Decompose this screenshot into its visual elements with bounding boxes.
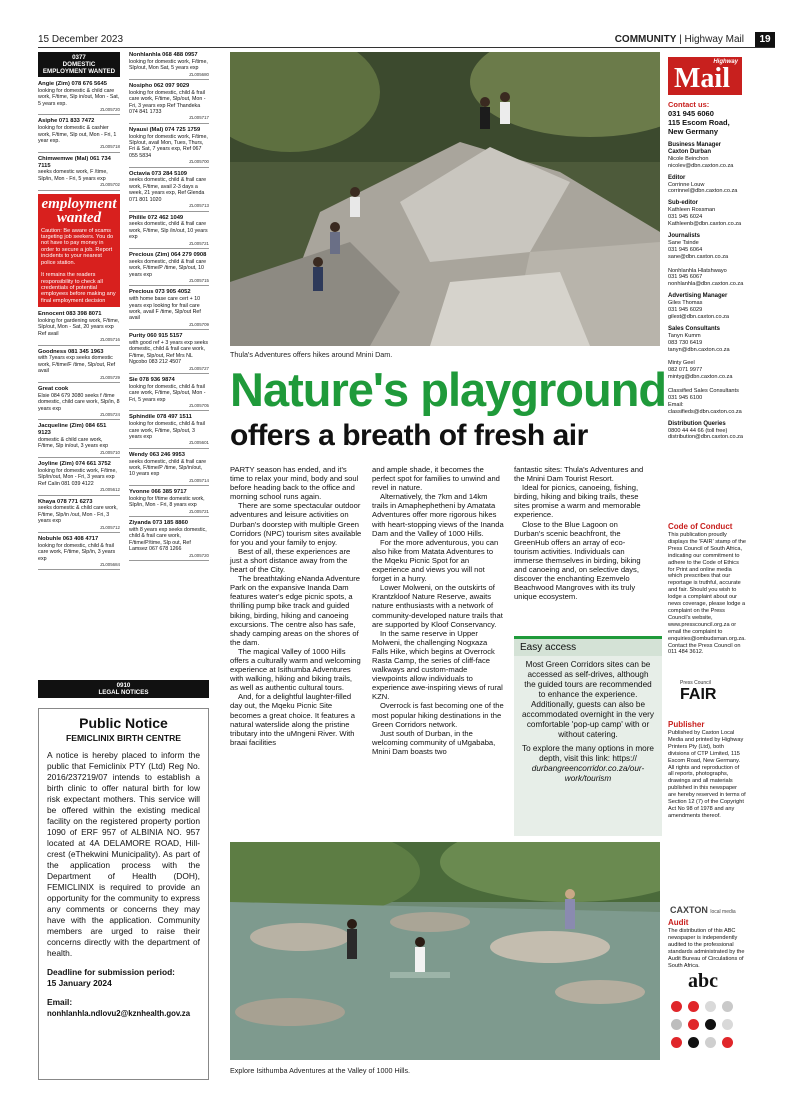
email-label: Email: <box>47 997 73 1007</box>
paragraph: and ample shade, it becomes the perfect spot for families to unwind and revel in nature. <box>372 465 500 493</box>
ad-ref: ZL005601 <box>129 440 209 448</box>
ad-body: seeks domestic, child & frail care work, F/time, avail 2-3 days a week, 21 years exp, Ref Glenda 071 801 1020 <box>129 177 207 203</box>
ad-heading: Khaya 078 771 6273 <box>38 498 93 505</box>
issue-date: 15 December 2023 <box>38 34 124 45</box>
staff-entry <box>668 326 778 416</box>
employment-wanted-title: employment wanted <box>41 195 117 226</box>
classified-ad <box>38 311 120 345</box>
color-dot <box>688 1019 699 1030</box>
deadline-label: Deadline for submission period: <box>47 967 175 977</box>
staff-line: 031 945 6064 <box>668 246 703 253</box>
easy-access-body: Most Green Corridors sites can be accessed as self-drives, although the guided tours are recommended to enhance the experience. Additionally, guests can also be accommodated overnight in the very comfortable 'pop-up camp' with or without catering. To explore the many options in more depth, visit this link: https:// durbangreencorridor.co.za/our-work/tourism <box>522 660 654 783</box>
staff-line: tanyn@dbn.caxton.co.za <box>668 346 730 353</box>
paragraph: Just south of Durban, in the welcoming community of uMgababa, Mnini Dam boasts two <box>372 728 496 756</box>
article-column-1 <box>230 465 362 747</box>
ad-heading: Asiphe 071 833 7472 <box>38 118 95 125</box>
ad-heading: Nosipho 062 097 9029 <box>129 83 190 90</box>
ad-ref: ZL005712 <box>38 525 120 533</box>
paragraph: Best of all, these experiences are just a short distance away from the heart of the City. <box>230 546 351 575</box>
classified-ad <box>129 489 209 517</box>
ad-ref: ZL005727 <box>129 366 209 374</box>
classified-ad <box>38 118 120 152</box>
ad-heading: Sie 078 936 9874 <box>129 377 175 383</box>
paragraph: Lower Molweni, on the outskirts of Krantzkloof Nature Reserve, awaits nature enthusiasts with a network of community-developed nature trails that are supported by Kloof Conservancy. <box>372 583 503 629</box>
section-box-legal: 0910 LEGAL NOTICES <box>38 680 209 698</box>
color-dot <box>705 1001 716 1012</box>
classified-ad <box>129 252 209 286</box>
ad-ref: ZL005700 <box>129 159 209 167</box>
ad-body: looking for gardening work, F/time, Slp/out, Mon - Sat, 20 years exp Ref avail <box>38 317 120 337</box>
ad-heading: Nobuhle 063 408 4717 <box>38 536 99 543</box>
ad-heading: Precious (Zim) 064 279 0908 <box>129 251 207 258</box>
ad-body: looking for domestic, child & frail care work, F/time, Slp/out, 3 years exp <box>129 421 205 441</box>
classifieds-mid-column <box>129 52 209 564</box>
staff-line: Corrinne Louw <box>668 181 705 188</box>
notice-subtitle: FEMICLINIX BIRTH CENTRE <box>65 733 182 743</box>
color-dot <box>688 1001 699 1012</box>
ad-ref: ZL005720 <box>129 553 209 561</box>
photo1-caption: Thula's Adventures offers hikes around Mnini Dam. <box>230 350 393 359</box>
paragraph: There are some spectacular outdoor adventures and leisure activities on Durban's doorstep with multiple Green Corridors (NPC) tourism sites available for you and your family to enjoy. <box>230 501 362 547</box>
ad-heading: Nyausi (Mal) 074 725 1759 <box>129 126 201 133</box>
ad-body: seeks domestic, child & frail care work, F/time/P /time, Slp/in/out, 10 years exp <box>129 458 207 478</box>
color-dot <box>705 1037 716 1048</box>
ad-body: looking for domestic, child & frail care work, F/time, Slp/out, Mon - Fri, 3 years exp Ref Thandeka 074 841 1733 <box>129 89 206 116</box>
ad-body: looking for domestic work, F/time, Slp/out, avail Mon, Tues, Thurs, Fri & Sat, 7 years exp, Ref 067 055 5834 <box>129 133 208 159</box>
ad-heading: Sphindile 078 497 1511 <box>129 414 192 421</box>
classified-ad <box>129 414 209 448</box>
paragraph: The breathtaking eNanda Adventure Park on the expansive Inanda Dam features water's edge picnic spots, a thrilling pump bike track and guided biking, birding, hiking and canoeing excursions. The centre also has safe, shady camping areas on the shores of the dam. <box>230 574 361 647</box>
article-column-2 <box>372 465 504 756</box>
ad-ref: ZL005729 <box>38 375 120 383</box>
staff-list <box>668 142 778 446</box>
classified-ad <box>38 423 120 458</box>
staff-line: classifieds@dbn.caxton.co.za <box>668 408 742 415</box>
ad-body: looking for domestic, child & frail care work, F/time, Slp/out, Mon - Fri, 5 years exp <box>129 383 206 403</box>
employment-wanted-box <box>38 194 120 307</box>
ad-body: seeks domestic, child & frail care work, F/time, Slp /in/out, 10 years exp <box>129 221 208 241</box>
ad-heading: Octavia 073 284 5109 <box>129 170 188 177</box>
staff-line <box>668 353 778 360</box>
paragraph: Alternatively, the 7km and 14km trails in Amaphephetheni by Amatata Adventures offer more rigorous hikes with heart-stopping views of the Inanda Dam and the Valley of 1000 Hills. <box>372 492 504 538</box>
staff-role: Advertising Manager <box>668 293 728 300</box>
photo-hikers-rocks <box>230 52 660 346</box>
ad-body: Elsie 084 679 3080 seeks f /time domestic, child care work, Slp/in, 8 years exp <box>38 392 120 412</box>
color-dot <box>671 1037 682 1048</box>
ad-heading: Precious 073 905 4052 <box>129 289 191 296</box>
ad-body: seeks domestic work, F /time, Slp/in, Mon - Fri, 5 years exp <box>38 169 108 182</box>
ad-heading: Philile 072 462 1049 <box>129 214 184 221</box>
ad-body: seeks domestic & child care work, F/time, Slp/in /out, Mon - Fri, 3 years exp <box>38 505 118 525</box>
ad-ref: ZL005716 <box>38 337 120 345</box>
deadline-value: 15 January 2024 <box>47 978 112 988</box>
staff-line: mintyg@dbn.caxton.co.za <box>668 374 733 381</box>
color-dot <box>722 1037 733 1048</box>
paragraph: And, for a delightful laughter-filled day out, the Mqeku Picnic Site becomes a great choice. It features a natural waterslide along the pristine tributary into the uMngeni River. With braai facilities <box>230 692 355 747</box>
subheadline: offers a breath of fresh air <box>230 419 588 452</box>
paragraph: For the more adventurous, you can also hike from Matata Adventures to the Mqeku Picnic Spot for an experience and views you will not forget in a hurry. <box>372 537 499 584</box>
masthead-logo: Highway Mail <box>668 57 742 95</box>
ad-heading: Angie (Zim) 078 676 5645 <box>38 81 107 87</box>
staff-line: 031 945 6067 <box>668 274 703 281</box>
ad-ref: ZL005717 <box>129 115 209 123</box>
staff-line <box>668 261 778 268</box>
photo-river-crossing <box>230 842 660 1060</box>
ad-ref: ZL005721 <box>129 241 209 249</box>
caution-text: Caution: Be aware of scams targeting job seekers. You do not have to pay money in order to secure a job. Report incidents to your nearest police station. <box>41 227 114 266</box>
ad-ref: ZL005709 <box>129 322 209 330</box>
ad-list-left <box>38 81 120 191</box>
staff-line: Nicole Beinchon <box>668 155 709 162</box>
staff-line: Tanyn Kumm <box>668 332 701 339</box>
staff-entry <box>668 142 778 170</box>
ad-heading: Ennocent 083 398 8071 <box>38 311 102 318</box>
paragraph: Ideal for picnics, canoeing, fishing, birding, hiking and biking trails, these sites promise a warm and memorable experience. <box>514 483 641 520</box>
staff-line: Minty Geel <box>668 360 695 367</box>
color-registration-dots <box>668 1000 744 1054</box>
responsibility-note: It remains the readers responsibility to check all credentials of potential employees before making any final employment decision <box>41 272 116 304</box>
staff-entry <box>668 175 778 196</box>
paragraph: Overrock is fast becoming one of the most popular hiking destinations in the Green Corridors network. <box>372 701 504 729</box>
ad-ref: ZL005684 <box>38 562 120 570</box>
paragraph: In the same reserve in Upper Molweni, the challenging Nogxaza Falls Hike, which begins at Overrock Rasta Camp, the series of cliff-face walkways and custom-made viewpoints allow individuals to experience awe-inspiring views of rural KZN. <box>372 628 503 702</box>
article-column-3 <box>514 465 646 601</box>
staff-line: gilest@dbn.caxton.co.za <box>668 313 730 320</box>
staff-role: Business Manager <box>668 142 722 148</box>
color-dot <box>671 1001 682 1012</box>
ad-ref: ZL005714 <box>129 478 209 486</box>
classified-ad <box>129 377 209 411</box>
ad-heading: Yvonne 066 385 9717 <box>129 489 187 496</box>
ad-ref: ZL005612 <box>38 487 120 495</box>
ad-body: with 8 years exp seeks domestic, child & frail care work, F/time/P/time, Slp out, Ref Lamsez 067 678 1266 <box>129 527 207 553</box>
color-dot <box>722 1019 733 1030</box>
ad-ref: ZL005718 <box>38 144 120 152</box>
notice-title: Public Notice <box>79 715 168 731</box>
classified-ad <box>38 536 120 570</box>
section-label: COMMUNITY | Highway Mail <box>614 34 744 45</box>
staff-line: Email: <box>668 401 684 408</box>
ad-body: with good ref + 3 years exp seeks domestic, child & frail care work, F/time, Slp/out, Ref Mrs NL Ngcobo 083 212 4507 <box>129 339 209 366</box>
classified-ad <box>38 386 120 420</box>
publisher-block: Publisher Published by Caxton Local Media and printed by Highway Printers Pty (Ltd), both divisions of CTP Limited, 115 Escom Road, New Germany. All rights and reproduction of all reports, photographs, drawings and all materials published in this newspaper are hereby reserved in terms of Section 12 (7) of the Copyright Act No 98 of 1978 and any amendments thereof. <box>668 720 746 819</box>
staff-role: Journalists <box>668 232 701 239</box>
email-value: nonhlanhla.ndlovu2@kznhealth.gov.za <box>47 1009 191 1018</box>
classified-ad <box>129 171 209 212</box>
classified-ad <box>38 349 120 383</box>
headline: Nature's playground <box>230 363 667 416</box>
page-number: 19 <box>755 32 775 47</box>
classified-ad <box>129 215 209 249</box>
photo2-caption: Explore Isithumba Adventures at the Valley of 1000 Hills. <box>230 1066 411 1075</box>
staff-entry <box>668 200 778 228</box>
staff-line: 031 945 6024 <box>668 214 703 221</box>
ad-body: domestic & child care work, F/time, Slp in/out, 3 years exp <box>38 436 109 450</box>
caxton-logo: CAXTON local media <box>670 905 736 915</box>
paragraph: The magical Valley of 1000 Hills offers a culturally warm and welcoming experience at Isithumba Adventures with walking, hiking and biking trails, as well as authentic cultural tours. <box>230 646 361 693</box>
paragraph: PARTY season has ended, and it's time to relax your mind, body and soul before heading back to the office and morning school runs again. <box>230 465 359 502</box>
classified-ad <box>129 289 209 330</box>
classified-ad <box>129 127 209 168</box>
classified-ad <box>129 333 209 374</box>
classified-ad <box>38 156 120 191</box>
ad-ref: ZL005724 <box>38 412 120 420</box>
classifieds-left-column <box>38 52 120 573</box>
ad-heading: Joyline (Zim) 074 661 3752 <box>38 461 111 468</box>
ad-body: with 7years exp seeks domestic work, F/time/F /time, Slp/out, Ref avail <box>38 355 116 375</box>
staff-entry <box>668 421 778 442</box>
ad-list-mid <box>129 52 209 561</box>
ad-ref: ZL005715 <box>129 278 209 286</box>
ad-heading: Ziyanda 073 185 8860 <box>129 520 188 527</box>
staff-line: 031 945 6029 <box>668 307 703 314</box>
staff-entry <box>668 233 778 288</box>
ad-ref: ZL005705 <box>129 403 209 411</box>
ad-ref: ZL005721 <box>129 509 209 517</box>
ad-heading: Jacqueline (Zim) 084 651 9123 <box>38 423 107 437</box>
color-dot <box>705 1019 716 1030</box>
ad-heading: Chimwemwe (Mal) 061 734 7115 <box>38 155 111 169</box>
color-dot <box>671 1019 682 1030</box>
ad-ref: ZL005713 <box>129 203 209 211</box>
ad-ref: ZL005710 <box>38 450 120 458</box>
color-dot <box>722 1001 733 1012</box>
ad-body: seeks domestic, child & frail care work, F/time/P /time, Slp/out, 10 years exp <box>129 258 207 278</box>
staff-line: distribution@dbn.caxton.co.za <box>668 434 744 441</box>
abc-logo: abc <box>688 970 718 992</box>
ad-heading: Great cook <box>38 385 69 392</box>
staff-role: Editor <box>668 174 686 181</box>
ad-body: looking for domestic & cashier work, F/time, Slp out, Mon - Fri, 1 year exp. <box>38 125 117 145</box>
staff-line: Sane Tsinde <box>668 239 699 246</box>
ad-ref: ZL005680 <box>129 72 209 80</box>
press-council-fair-logo: Press Council FAIR <box>680 680 717 703</box>
ad-heading: Nonhlanhla 068 488 0957 <box>129 52 198 58</box>
ad-body: looking for domestic, child & frail care work, F/time, Slp/in, 3 years exp <box>38 542 116 562</box>
staff-line <box>668 381 778 388</box>
ad-body: looking for f/time domestic work, Slp/in, Mon - Fri, 8 years exp <box>129 496 205 509</box>
staff-line: Kathleen Rossman <box>668 207 716 214</box>
section-name: COMMUNITY <box>614 34 677 45</box>
tourism-link[interactable]: durbangreencorridor.co.za/our-work/tourism <box>531 764 645 783</box>
ad-heading: Wendy 063 246 9953 <box>129 451 185 458</box>
ad-list-left-2 <box>38 311 120 570</box>
contact-block: Contact us: 031 945 6060 115 Escom Road, New Germany <box>668 100 730 136</box>
staff-line: 0800 44 44 66 (toll free) <box>668 427 728 434</box>
easy-access-title: Easy access <box>514 639 662 656</box>
staff-entry <box>668 293 778 321</box>
staff-line: 031 945 6100 <box>668 394 703 401</box>
classified-ad <box>38 499 120 533</box>
public-notice <box>38 708 209 1080</box>
color-dot <box>688 1037 699 1048</box>
staff-line: nonhlanhla@dbn.caxton.co.za <box>668 281 744 288</box>
staff-org: Caxton Durban <box>668 148 712 155</box>
section-box-domestic: 0377 DOMESTIC EMPLOYMENT WANTED <box>38 52 120 77</box>
staff-line: Classified Sales Consultants <box>668 388 739 394</box>
staff-role: Sales Consultants <box>668 325 721 332</box>
ad-body: looking for domestic work, F/time, Slp/out, Mon Sat, 5 years exp <box>129 58 208 72</box>
classified-ad <box>129 52 209 80</box>
staff-line: 083 730 6419 <box>668 339 703 346</box>
classified-ad <box>38 461 120 495</box>
staff-line: Nonhlanhla Hlatshwayo <box>668 267 727 274</box>
ad-body: looking for domestic work, F/time, Slp/in/out, Mon - Fri, 3 years exp Ref Calin 081 039 4122 <box>38 468 117 487</box>
ad-heading: Goodness 081 345 1963 <box>38 348 104 355</box>
classified-ad <box>129 83 209 124</box>
paragraph: fantastic sites: Thula's Adventures and the Mnini Dam Tourist Resort. <box>514 465 644 484</box>
staff-line: 082 071 9977 <box>668 367 703 374</box>
notice-body: A notice is hereby placed to inform the public that Femiclinix PTY (Ltd) Reg No. 2016/237219/07 intends to establish a birth clinic to offer natural birth for low risk expectant mothers. This service will be offered within the existing medical facility on the registered property portion 1090 of ERF 957 of ALBINIA NO. 957 located at 4A DELAMORE ROAD, Hill-crest (eThekwini Municipality). As part of the application process with the Department of Health (DOH), FEMICLINIX is required to provide an opportunity for the community to express any comments or concerns they may have with the application. Community members are urged to raise their concerns directly with the department of health. <box>47 750 200 958</box>
staff-line: Giles Thomas <box>668 300 703 307</box>
code-of-conduct: Code of Conduct This publication proudly displays the 'FAIR' stamp of the Press Council of South Africa, indicating our commitment to adhere to the Code of Ethics for Print and online media which prescribes that our reportage is truthful, accurate and fair. Should you wish to lodge a complaint about our news coverage, please lodge a complaint on the Press Council's website, www.presscouncil.org.za or email the complaint to enquiries@ombudsman.org.za. Contact the Press Council on 011 484 3612. <box>668 522 746 656</box>
staff-line: corrinnel@dbn.caxton.co.za <box>668 188 738 195</box>
staff-line: sane@dbn.caxton.co.za <box>668 253 729 260</box>
paper-name: Highway Mail <box>684 34 744 45</box>
audit-block: Audit The distribution of this ABC newspaper is independently audited to the professional standards administrated by the Audit Bureau of Circulations of South Africa. <box>668 918 745 969</box>
easy-access-box <box>514 636 662 836</box>
classified-ad <box>38 81 120 115</box>
ad-heading: Purity 060 915 5157 <box>129 333 183 340</box>
paragraph: Close to the Blue Lagoon on Durban's scenic beachfront, the GreenHub offers an array of eco-tourism activities. Individuals can immerse themselves in birding, biking and canoeing and, on selective days, discover the enchanting Ezemvelo Beachwood Mangroves with its truly unique ecosystem. <box>514 519 641 602</box>
ad-body: looking for domestic & child care work, F/time, Slp in/out, Mon - Sat, 5 years exp. <box>38 87 120 107</box>
staff-line: Kathleenb@dbn.caxton.co.za <box>668 221 742 228</box>
staff-line: nicolev@dbn.caxton.co.za <box>668 162 734 169</box>
ad-ref: ZL005720 <box>38 107 120 115</box>
staff-role: Sub-editor <box>668 200 698 207</box>
classified-ad <box>129 452 209 486</box>
staff-role: Distribution Queries <box>668 420 726 427</box>
ad-body: with home base care cert + 10 years exp looking for frail care work, avail F /time, Slp/out Ref avail <box>129 296 201 322</box>
ad-ref: ZL005702 <box>38 182 120 190</box>
classified-ad <box>129 520 209 561</box>
header-rule <box>38 47 775 48</box>
